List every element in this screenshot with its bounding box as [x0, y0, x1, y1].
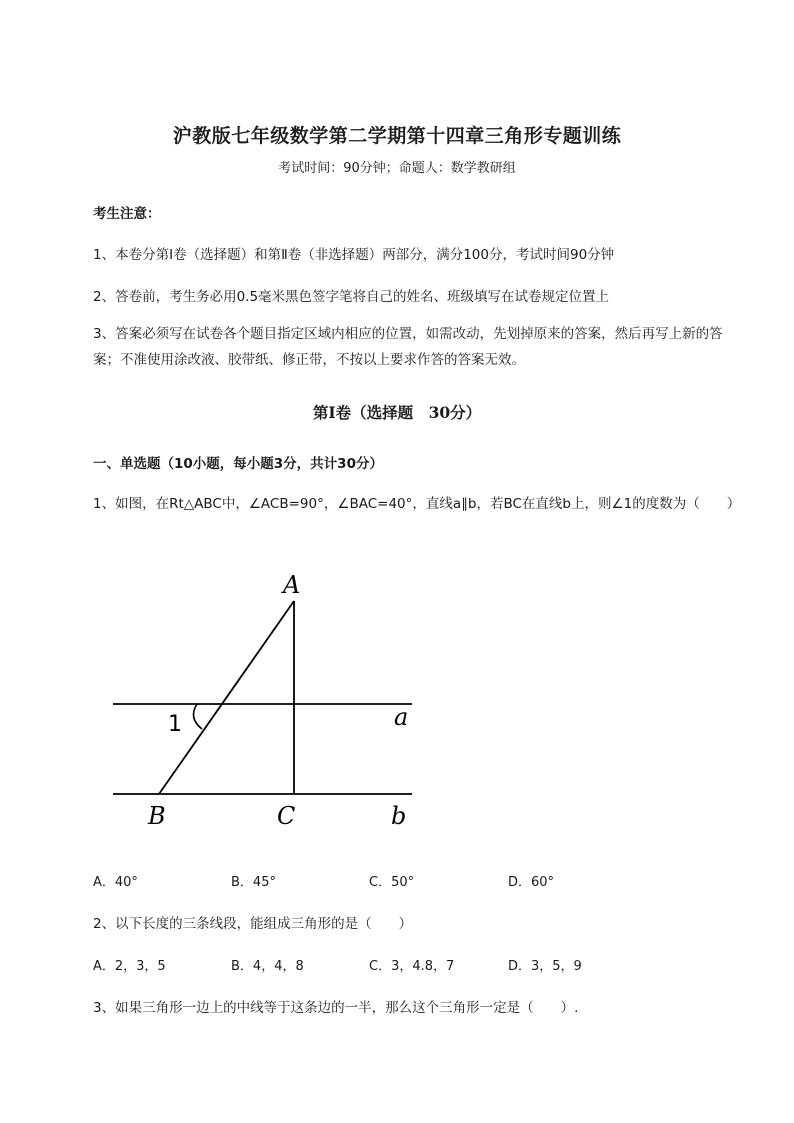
- angle-1-arc: [193, 704, 202, 729]
- triangle-figure: [100, 565, 430, 835]
- q2-option-c: C．3，4.8，7: [369, 959, 455, 974]
- q1-option-a: A．40°: [93, 875, 138, 890]
- note-item-3: 3、答案必须写在试卷各个题目指定区域内相应的位置，如需改动，先划掉原来的答案，然后再写上新的答案；不准使用涂改液、胶带纸、修正带，不按以上要求作答的答案无效。: [93, 326, 723, 368]
- label-b-vertex: B: [148, 802, 166, 830]
- label-line-a: a: [394, 703, 409, 731]
- section-title: 第Ⅰ卷（选择题 30分）: [312, 403, 482, 422]
- q2-option-b: B．4，4，8: [231, 959, 304, 974]
- label-angle-1: 1: [168, 712, 182, 737]
- notes-heading: 考生注意：: [93, 206, 161, 222]
- page-title: 沪教版七年级数学第二学期第十四章三角形专题训练: [172, 125, 622, 147]
- note-item-2: 2、答卷前，考生务必用0.5毫米黑色签字笔将自己的姓名、班级填写在试卷规定位置上: [93, 289, 610, 305]
- label-c-vertex: C: [277, 802, 296, 830]
- q1-option-d: D．60°: [508, 875, 555, 890]
- label-a-vertex: A: [283, 571, 301, 599]
- part-heading: 一、单选题（10小题，每小题3分，共计30分）: [93, 456, 383, 472]
- q1-option-b: B．45°: [231, 875, 276, 890]
- question-3-stem: 3、如果三角形一边上的中线等于这条边的一半，那么这个三角形一定是（ ）.: [93, 1000, 579, 1016]
- label-line-b: b: [391, 802, 407, 830]
- question-2-stem: 2、以下长度的三条线段，能组成三角形的是（ ）: [93, 916, 413, 932]
- q1-option-c: C．50°: [369, 875, 415, 890]
- exam-info: 考试时间：90分钟；命题人：数学教研组: [278, 161, 516, 176]
- q2-option-a: A．2，3，5: [93, 959, 166, 974]
- segment-ab: [159, 601, 294, 794]
- question-1-stem: 1、如图，在Rt△ABC中，∠ACB=90°，∠BAC=40°，直线a∥b，若BC在直线b上，则∠1的度数为（ ）: [93, 496, 741, 512]
- note-item-1: 1、本卷分第Ⅰ卷（选择题）和第Ⅱ卷（非选择题）两部分，满分100分，考试时间90分钟: [93, 247, 615, 263]
- q2-option-d: D．3，5，9: [508, 959, 582, 974]
